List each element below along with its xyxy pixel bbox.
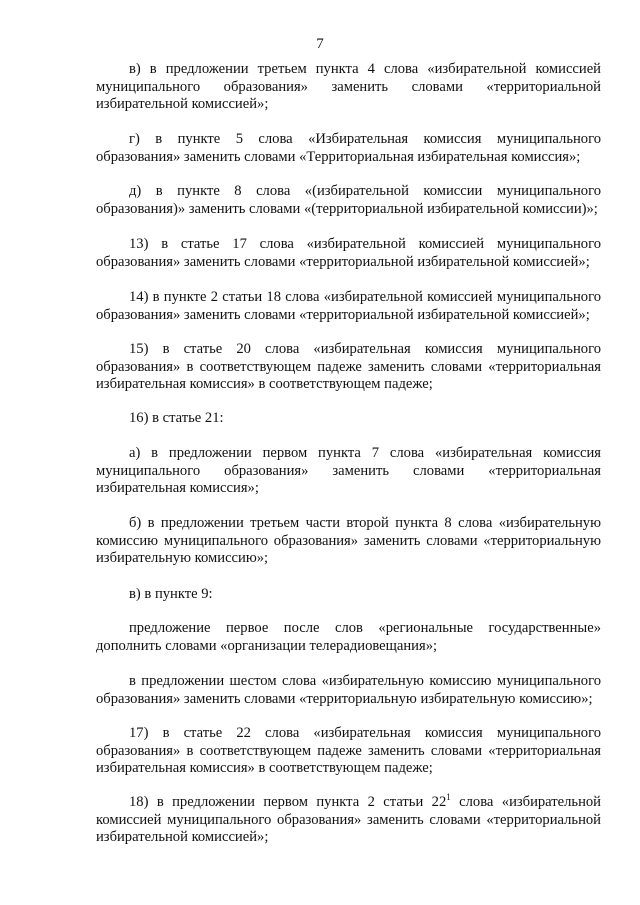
- paragraph-item-17-article-22: 17) в статье 22 слова «избирательная комиссия муниципального образования» в соответствующем падеже заменить словами «территориальная избирательная комиссия» в соответствующем падеже;: [96, 725, 601, 777]
- paragraph-item-16-article-21: 16) в статье 21:: [129, 410, 224, 426]
- paragraph-sentence-sixth: в предложении шестом слова «избирательную комиссию муниципального образования» заменить словами «территориальную избирательную комиссию»;: [96, 673, 601, 707]
- paragraph-text-end: слова «избирательной комиссией муниципального образования» заменить словами «территориальной избирательной комиссией»;: [96, 794, 601, 846]
- paragraph-text-start: 18) в предложении первом пункта 2 статьи 22: [129, 794, 447, 810]
- paragraph-item-a-point-7: а) в предложении первом пункта 7 слова «избирательная комиссия муниципального образования» заменить словами «территориальная избирательная комиссия»;: [96, 445, 601, 497]
- paragraph-item-15-article-20: 15) в статье 20 слова «избирательная комиссия муниципального образования» в соответствующем падеже заменить словами «территориальная избирательная комиссия» в соответствующем падеже;: [96, 341, 601, 393]
- paragraph-item-13-article-17: 13) в статье 17 слова «избирательной комиссией муниципального образования» заменить словами «территориальной избирательной комиссией»;: [96, 236, 601, 270]
- superscript-index: 1: [446, 792, 451, 803]
- paragraph-item-18-article-22-1: [96, 794, 601, 847]
- paragraph-item-14-article-18: 14) в пункте 2 статьи 18 слова «избирательной комиссией муниципального образования» заменить словами «территориальной избирательной комиссией»;: [96, 289, 601, 323]
- paragraph-item-b-point-8: б) в предложении третьем части второй пункта 8 слова «избирательную комиссию муниципального образования» заменить словами «территориальную избирательную комиссию»;: [96, 515, 601, 567]
- paragraph-item-v-point-9: в) в пункте 9:: [129, 586, 213, 602]
- paragraph-item-g-point-5: г) в пункте 5 слова «Избирательная комиссия муниципального образования» заменить словами «Территориальная избирательная комиссия»;: [96, 131, 601, 165]
- paragraph-sentence-first: предложение первое после слов «региональные государственные» дополнить словами «организации телерадиовещания»;: [96, 620, 601, 654]
- paragraph-item-v-point-4: в) в предложении третьем пункта 4 слова «избирательной комиссией муниципального образования» заменить словами «территориальной избирательной комиссией»;: [96, 61, 601, 113]
- page-number: 7: [316, 36, 324, 52]
- paragraph-item-d-point-8: д) в пункте 8 слова «(избирательной комиссии муниципального образования)» заменить словами «(территориальной избирательной комиссии)»;: [96, 183, 601, 217]
